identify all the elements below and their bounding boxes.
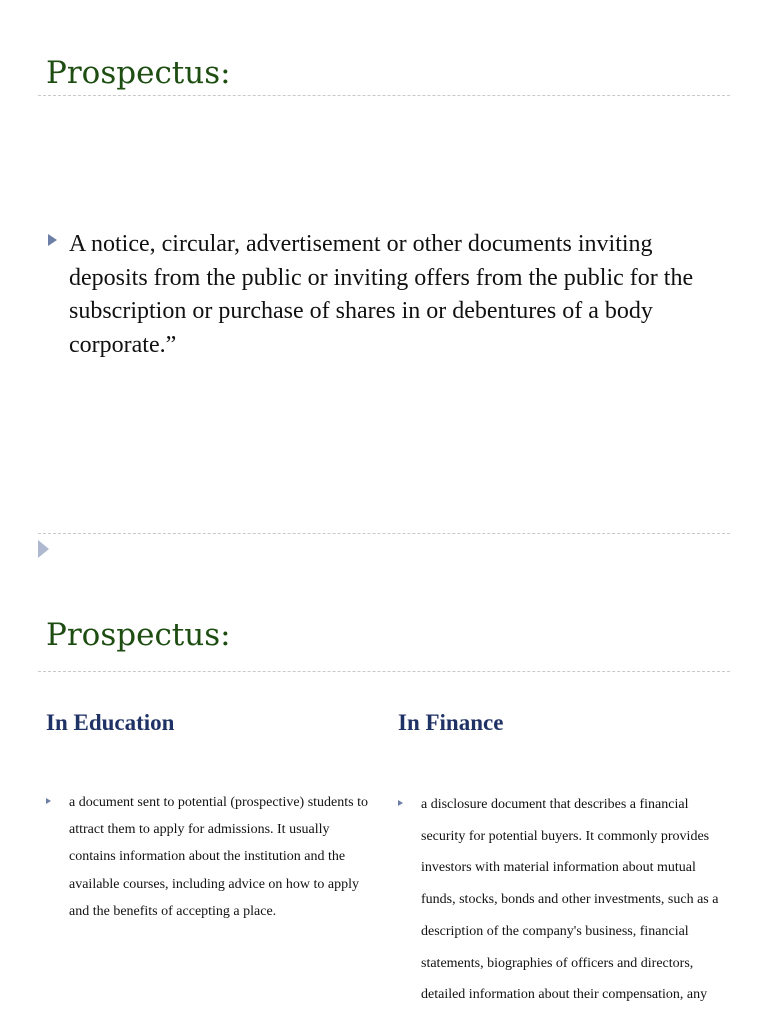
education-text: a document sent to potential (prospective) students to attract them to apply for admissions. It usually contains information about the institution and the available courses, including advice on how to apply and the benefits of accepting a place. <box>69 795 368 919</box>
slide-2-title: Prospectus: <box>46 617 231 653</box>
play-arrow-icon[interactable] <box>38 540 49 558</box>
bullet-arrow-icon <box>398 800 403 806</box>
title-divider <box>38 671 730 672</box>
bullet-arrow-icon <box>48 234 57 246</box>
finance-text: a disclosure document that describes a financial security for potential buyers. It commonly provides investors with material information about mutual funds, stocks, bonds and other investments, such as a description of the company's business, financial statements, biographies of officers and directors, detailed information about their compensation, any <box>421 797 719 1003</box>
definition-text: A notice, circular, advertisement or other documents inviting deposits from the public or inviting offers from the public for the subscription or purchase of shares in or debentures of a body corporate.” <box>69 231 694 358</box>
education-heading: In Education <box>46 710 175 735</box>
bullet-arrow-icon <box>46 798 51 804</box>
slide-1-title: Prospectus: <box>46 55 231 91</box>
title-divider <box>38 95 730 96</box>
slide-divider <box>38 533 730 534</box>
finance-heading: In Finance <box>398 710 504 735</box>
